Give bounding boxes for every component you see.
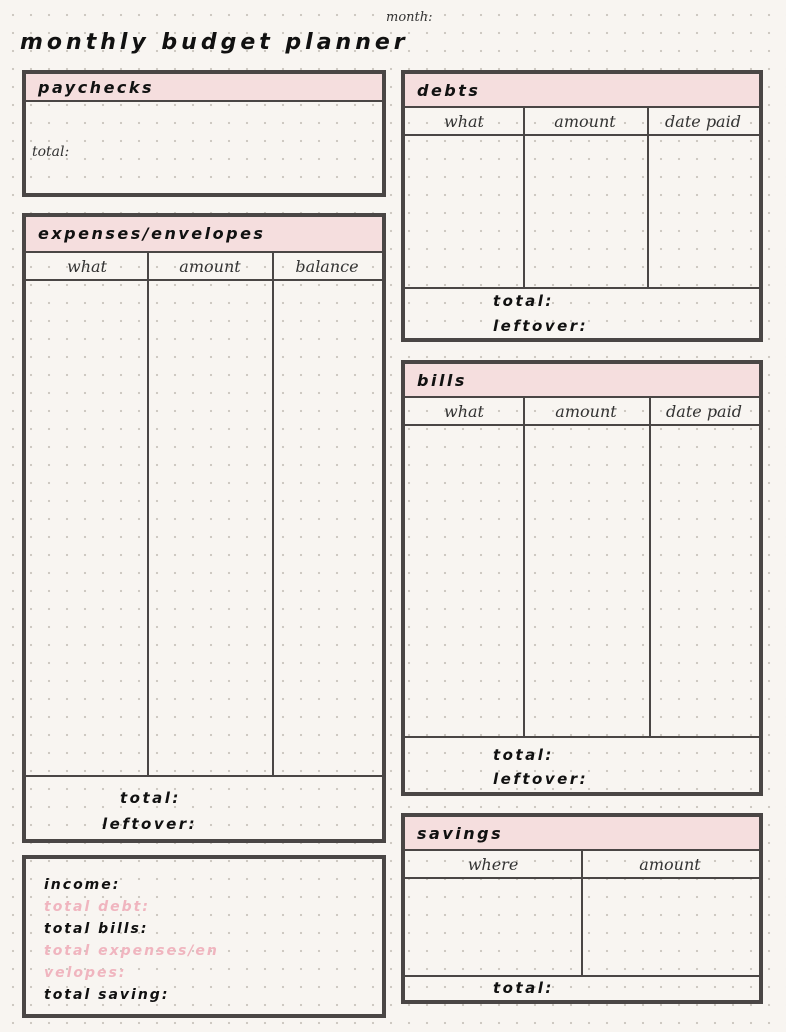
- savings-header: [405, 817, 759, 851]
- savings-total-rule: [405, 975, 759, 977]
- bills-leftover-label: leftover:: [493, 770, 589, 788]
- bills-col-what: what: [405, 398, 523, 426]
- savings-title: savings: [417, 824, 504, 843]
- savings-divider-1: [581, 851, 583, 975]
- bills-section: [401, 360, 763, 796]
- debts-section: [401, 70, 763, 342]
- expenses-title: expenses/envelopes: [38, 224, 266, 243]
- expenses-col-amount: amount: [148, 253, 272, 281]
- debts-leftover-label: leftover:: [493, 317, 589, 335]
- savings-col-where: where: [405, 851, 581, 879]
- expenses-total-rule: [26, 775, 382, 777]
- summary-total-expenses: total expenses/en: [44, 943, 219, 959]
- month-label: month:: [386, 10, 433, 25]
- summary-total-saving: total saving:: [44, 987, 170, 1003]
- summary-total-debt: total debt:: [44, 899, 150, 915]
- bills-divider-2: [649, 398, 651, 736]
- paychecks-header: [26, 74, 382, 102]
- debts-total-label: total:: [493, 292, 554, 310]
- bills-total-rule: [405, 736, 759, 738]
- bills-col-amount: amount: [523, 398, 649, 426]
- debts-col-what: what: [405, 108, 523, 136]
- paychecks-total-label: total:: [32, 144, 70, 160]
- expenses-header: [26, 217, 382, 253]
- page-title: monthly budget planner: [20, 30, 409, 55]
- summary-section: [22, 855, 386, 1018]
- expenses-col-what: what: [26, 253, 148, 281]
- debts-col-amount: amount: [523, 108, 647, 136]
- bills-col-date-paid: date paid: [649, 398, 759, 426]
- debts-total-rule: [405, 287, 759, 289]
- bills-title: bills: [417, 371, 467, 390]
- expenses-divider-2: [272, 253, 274, 775]
- expenses-divider-1: [147, 253, 149, 775]
- summary-total-bills: total bills:: [44, 921, 149, 937]
- expenses-col-balance: balance: [272, 253, 382, 281]
- expenses-section: [22, 213, 386, 843]
- expenses-total-label: total:: [120, 789, 181, 807]
- debts-col-date-paid: date paid: [647, 108, 759, 136]
- savings-col-amount: amount: [581, 851, 759, 879]
- bills-header: [405, 364, 759, 398]
- summary-income: income:: [44, 877, 121, 893]
- bills-divider-1: [523, 398, 525, 736]
- debts-divider-1: [523, 108, 525, 288]
- savings-section: [401, 813, 763, 1004]
- savings-total-label: total:: [493, 979, 554, 997]
- bills-total-label: total:: [493, 746, 554, 764]
- paychecks-section: [22, 70, 386, 197]
- debts-divider-2: [647, 108, 649, 288]
- paychecks-title: paychecks: [38, 78, 155, 97]
- summary-total-expenses-cont: velopes:: [44, 965, 127, 981]
- expenses-leftover-label: leftover:: [102, 815, 198, 833]
- debts-title: debts: [417, 81, 481, 100]
- debts-header: [405, 74, 759, 108]
